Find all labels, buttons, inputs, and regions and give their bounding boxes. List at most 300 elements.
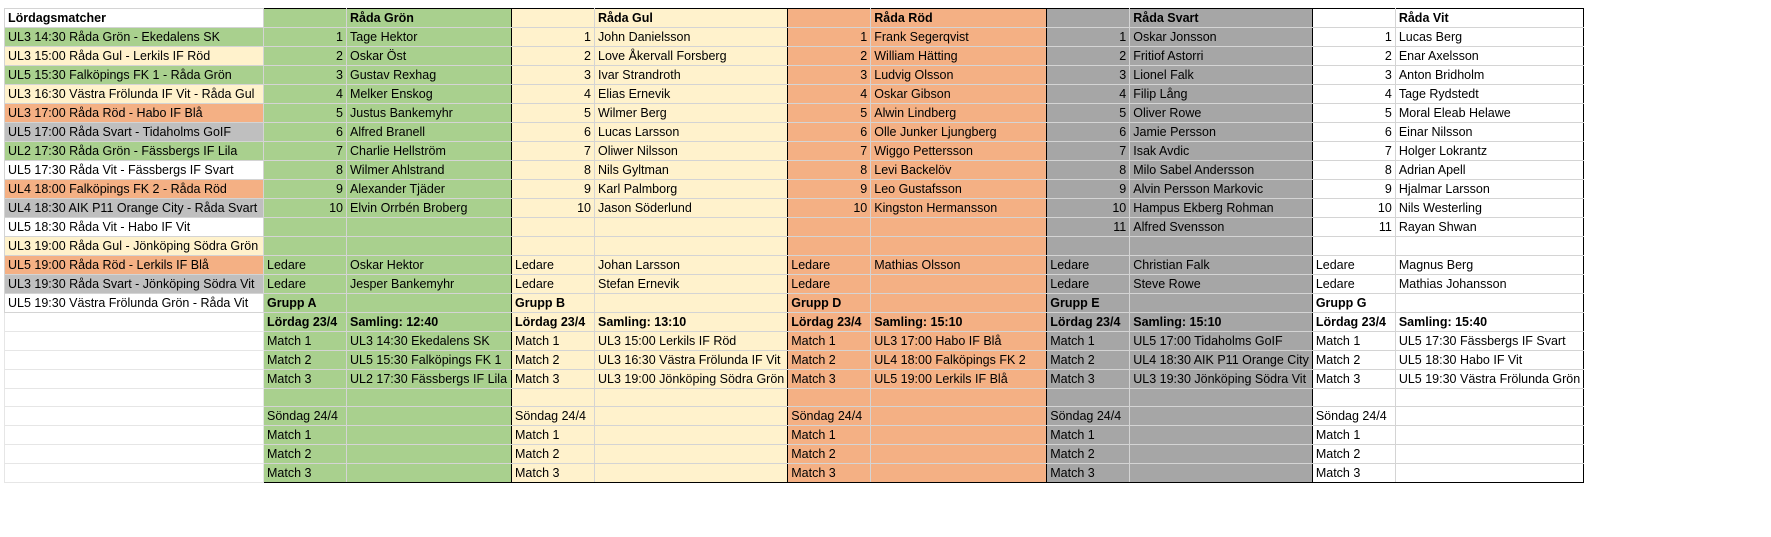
player-name[interactable]: Nils Gyltman xyxy=(595,161,788,180)
player-name[interactable]: Isak Avdic xyxy=(1130,142,1313,161)
empty-cell[interactable] xyxy=(264,389,347,407)
match-label[interactable]: Match 3 xyxy=(1312,370,1395,389)
player-name[interactable]: Jamie Persson xyxy=(1130,123,1313,142)
player-number[interactable]: 1 xyxy=(788,28,871,47)
match-label[interactable]: Match 2 xyxy=(512,445,595,464)
empty-cell[interactable] xyxy=(788,237,871,256)
empty-cell[interactable] xyxy=(1130,389,1313,407)
team-name[interactable]: Råda Röd xyxy=(871,9,1047,28)
empty-cell[interactable] xyxy=(871,464,1047,483)
player-number[interactable]: 8 xyxy=(512,161,595,180)
player-name[interactable]: Alfred Branell xyxy=(347,123,512,142)
spreadsheet-grid xyxy=(4,8,1584,483)
player-name[interactable]: Wilmer Ahlstrand xyxy=(347,161,512,180)
empty-cell[interactable] xyxy=(264,237,347,256)
match-label[interactable]: Match 2 xyxy=(1312,445,1395,464)
empty-cell[interactable] xyxy=(871,426,1047,445)
match-label[interactable]: Match 1 xyxy=(512,426,595,445)
saturday-match[interactable]: UL3 14:30 Råda Grön - Ekedalens SK xyxy=(5,28,264,47)
empty-cell[interactable] xyxy=(1047,9,1130,28)
empty-cell[interactable] xyxy=(871,445,1047,464)
empty-cell[interactable] xyxy=(788,218,871,237)
match-label[interactable]: Match 2 xyxy=(788,351,871,370)
empty-cell[interactable] xyxy=(788,9,871,28)
leader-name[interactable]: Magnus Berg xyxy=(1395,256,1583,275)
sheet-row xyxy=(5,332,1584,351)
leader-label[interactable]: Ledare xyxy=(264,275,347,294)
leader-name[interactable]: Johan Larsson xyxy=(595,256,788,275)
team-name[interactable]: Råda Grön xyxy=(347,9,512,28)
leader-name[interactable]: Steve Rowe xyxy=(1130,275,1313,294)
empty-cell[interactable] xyxy=(871,237,1047,256)
empty-cell[interactable] xyxy=(595,445,788,464)
saturday-date[interactable]: Lördag 23/4 xyxy=(264,313,347,332)
player-name[interactable]: Hjalmar Larsson xyxy=(1395,180,1583,199)
sheet-row xyxy=(5,66,1584,85)
empty-cell[interactable] xyxy=(1395,445,1583,464)
empty-cell[interactable] xyxy=(512,9,595,28)
empty-cell[interactable] xyxy=(1130,426,1313,445)
sheet-row xyxy=(5,445,1584,464)
player-name[interactable]: Oskar Gibson xyxy=(871,85,1047,104)
match-label[interactable]: Match 2 xyxy=(1312,351,1395,370)
player-name[interactable]: Holger Lokrantz xyxy=(1395,142,1583,161)
saturday-match[interactable]: UL2 17:30 Råda Grön - Fässbergs IF Lila xyxy=(5,142,264,161)
group-label[interactable]: Grupp G xyxy=(1312,294,1395,313)
empty-cell[interactable] xyxy=(5,313,264,332)
player-number[interactable]: 11 xyxy=(1312,218,1395,237)
match-detail[interactable]: UL4 18:30 AIK P11 Orange City xyxy=(1130,351,1313,370)
sheet-row xyxy=(5,85,1584,104)
leader-name[interactable]: Oskar Hektor xyxy=(347,256,512,275)
player-number[interactable]: 7 xyxy=(788,142,871,161)
match-label[interactable]: Match 3 xyxy=(1047,464,1130,483)
match-detail[interactable]: UL5 15:30 Falköpings FK 1 xyxy=(347,351,512,370)
empty-cell[interactable] xyxy=(1130,464,1313,483)
saturday-date[interactable]: Lördag 23/4 xyxy=(788,313,871,332)
player-number[interactable]: 7 xyxy=(1312,142,1395,161)
empty-cell[interactable] xyxy=(1395,237,1583,256)
empty-cell[interactable] xyxy=(595,464,788,483)
empty-cell[interactable] xyxy=(347,464,512,483)
match-detail[interactable]: UL5 17:30 Fässbergs IF Svart xyxy=(1395,332,1583,351)
sheet-row xyxy=(5,294,1584,313)
leader-name[interactable]: Mathias Johansson xyxy=(1395,275,1583,294)
samling-time[interactable]: Samling: 12:40 xyxy=(347,313,512,332)
empty-cell[interactable] xyxy=(1130,237,1313,256)
player-name[interactable]: John Danielsson xyxy=(595,28,788,47)
group-label[interactable]: Grupp E xyxy=(1047,294,1130,313)
player-number[interactable]: 9 xyxy=(512,180,595,199)
match-label[interactable]: Match 2 xyxy=(1047,351,1130,370)
sheet-row xyxy=(5,313,1584,332)
match-detail[interactable]: UL3 16:30 Västra Frölunda IF Vit xyxy=(595,351,788,370)
player-number[interactable]: 3 xyxy=(1047,66,1130,85)
empty-cell[interactable] xyxy=(347,407,512,426)
empty-cell[interactable] xyxy=(788,389,871,407)
leader-label[interactable]: Ledare xyxy=(1312,275,1395,294)
player-name[interactable]: Oliver Rowe xyxy=(1130,104,1313,123)
empty-cell[interactable] xyxy=(347,237,512,256)
empty-cell[interactable] xyxy=(871,389,1047,407)
sheet-row xyxy=(5,389,1584,407)
match-label[interactable]: Match 1 xyxy=(264,426,347,445)
match-label[interactable]: Match 1 xyxy=(1047,426,1130,445)
empty-cell[interactable] xyxy=(5,464,264,483)
team-name[interactable]: Råda Gul xyxy=(595,9,788,28)
player-name[interactable]: Elvin Orrbén Broberg xyxy=(347,199,512,218)
empty-cell[interactable] xyxy=(595,407,788,426)
empty-cell[interactable] xyxy=(347,294,512,313)
player-number[interactable]: 5 xyxy=(788,104,871,123)
empty-cell[interactable] xyxy=(1395,464,1583,483)
player-name[interactable]: Alwin Lindberg xyxy=(871,104,1047,123)
player-number[interactable]: 5 xyxy=(512,104,595,123)
player-number[interactable]: 8 xyxy=(264,161,347,180)
empty-cell[interactable] xyxy=(347,426,512,445)
sheet-row xyxy=(5,407,1584,426)
player-number[interactable]: 9 xyxy=(1312,180,1395,199)
group-label[interactable]: Grupp B xyxy=(512,294,595,313)
player-name[interactable]: Oskar Öst xyxy=(347,47,512,66)
player-name[interactable]: Rayan Shwan xyxy=(1395,218,1583,237)
match-label[interactable]: Match 3 xyxy=(512,464,595,483)
saturday-match[interactable]: UL5 17:00 Råda Svart - Tidaholms GoIF xyxy=(5,123,264,142)
sheet-row xyxy=(5,28,1584,47)
samling-time[interactable]: Samling: 15:10 xyxy=(1130,313,1313,332)
player-number[interactable]: 1 xyxy=(264,28,347,47)
match-label[interactable]: Match 2 xyxy=(264,445,347,464)
player-number[interactable]: 4 xyxy=(1047,85,1130,104)
empty-cell[interactable] xyxy=(512,218,595,237)
empty-cell[interactable] xyxy=(1130,294,1313,313)
leader-name[interactable]: Mathias Olsson xyxy=(871,256,1047,275)
player-name[interactable]: William Hätting xyxy=(871,47,1047,66)
empty-cell[interactable] xyxy=(871,294,1047,313)
match-label[interactable]: Match 3 xyxy=(264,370,347,389)
sheet-row xyxy=(5,199,1584,218)
empty-cell[interactable] xyxy=(5,351,264,370)
empty-cell[interactable] xyxy=(5,426,264,445)
empty-cell[interactable] xyxy=(595,218,788,237)
player-number[interactable]: 10 xyxy=(788,199,871,218)
match-label[interactable]: Match 1 xyxy=(264,332,347,351)
empty-cell[interactable] xyxy=(1395,389,1583,407)
saturday-match[interactable]: UL3 15:00 Råda Gul - Lerkils IF Röd xyxy=(5,47,264,66)
sheet-row xyxy=(5,142,1584,161)
player-number[interactable]: 1 xyxy=(512,28,595,47)
empty-cell[interactable] xyxy=(264,9,347,28)
sunday-date[interactable]: Söndag 24/4 xyxy=(788,407,871,426)
player-number[interactable]: 8 xyxy=(1312,161,1395,180)
player-name[interactable]: Adrian Apell xyxy=(1395,161,1583,180)
empty-cell[interactable] xyxy=(1312,9,1395,28)
player-number[interactable]: 9 xyxy=(1047,180,1130,199)
player-name[interactable]: Anton Bridholm xyxy=(1395,66,1583,85)
player-number[interactable]: 2 xyxy=(788,47,871,66)
leader-label[interactable]: Ledare xyxy=(788,275,871,294)
match-detail[interactable]: UL5 17:00 Tidaholms GoIF xyxy=(1130,332,1313,351)
leader-label[interactable]: Ledare xyxy=(264,256,347,275)
empty-cell[interactable] xyxy=(871,407,1047,426)
player-name[interactable]: Elias Ernevik xyxy=(595,85,788,104)
empty-cell[interactable] xyxy=(1395,294,1583,313)
player-number[interactable]: 10 xyxy=(1047,199,1130,218)
player-number[interactable]: 7 xyxy=(512,142,595,161)
player-number[interactable]: 3 xyxy=(264,66,347,85)
match-detail[interactable]: UL5 19:30 Västra Frölunda Grön xyxy=(1395,370,1583,389)
empty-cell[interactable] xyxy=(264,218,347,237)
player-name[interactable]: Leo Gustafsson xyxy=(871,180,1047,199)
sheet-row xyxy=(5,256,1584,275)
match-label[interactable]: Match 3 xyxy=(1047,370,1130,389)
samling-time[interactable]: Samling: 15:10 xyxy=(871,313,1047,332)
player-number[interactable]: 3 xyxy=(512,66,595,85)
player-name[interactable]: Tage Hektor xyxy=(347,28,512,47)
empty-cell[interactable] xyxy=(595,426,788,445)
match-label[interactable]: Match 1 xyxy=(1047,332,1130,351)
samling-time[interactable]: Samling: 15:40 xyxy=(1395,313,1583,332)
player-number[interactable]: 2 xyxy=(1312,47,1395,66)
group-label[interactable]: Grupp D xyxy=(788,294,871,313)
player-number[interactable]: 6 xyxy=(264,123,347,142)
match-label[interactable]: Match 2 xyxy=(1047,445,1130,464)
saturday-date[interactable]: Lördag 23/4 xyxy=(1047,313,1130,332)
team-name[interactable]: Råda Vit xyxy=(1395,9,1583,28)
saturday-match[interactable]: UL3 19:00 Råda Gul - Jönköping Södra Grön xyxy=(5,237,264,256)
player-number[interactable]: 3 xyxy=(1312,66,1395,85)
saturday-match[interactable]: UL5 15:30 Falköpings FK 1 - Råda Grön xyxy=(5,66,264,85)
player-name[interactable]: Nils Westerling xyxy=(1395,199,1583,218)
saturday-date[interactable]: Lördag 23/4 xyxy=(1312,313,1395,332)
player-name[interactable]: Justus Bankemyhr xyxy=(347,104,512,123)
player-number[interactable]: 10 xyxy=(512,199,595,218)
player-name[interactable]: Alexander Tjäder xyxy=(347,180,512,199)
player-number[interactable]: 7 xyxy=(264,142,347,161)
empty-cell[interactable] xyxy=(1047,237,1130,256)
player-name[interactable]: Hampus Ekberg Rohman xyxy=(1130,199,1313,218)
match-detail[interactable]: UL5 19:00 Lerkils IF Blå xyxy=(871,370,1047,389)
player-number[interactable]: 1 xyxy=(1047,28,1130,47)
player-name[interactable]: Oskar Jonsson xyxy=(1130,28,1313,47)
player-number[interactable]: 7 xyxy=(1047,142,1130,161)
empty-cell[interactable] xyxy=(5,332,264,351)
player-name[interactable]: Tage Rydstedt xyxy=(1395,85,1583,104)
player-number[interactable]: 6 xyxy=(1312,123,1395,142)
sheet-row xyxy=(5,161,1584,180)
player-number[interactable]: 10 xyxy=(264,199,347,218)
player-number[interactable]: 5 xyxy=(264,104,347,123)
leader-name[interactable] xyxy=(871,275,1047,294)
saturday-match[interactable]: UL4 18:00 Falköpings FK 2 - Råda Röd xyxy=(5,180,264,199)
empty-cell[interactable] xyxy=(1130,407,1313,426)
match-detail[interactable]: UL3 19:00 Jönköping Södra Grön xyxy=(595,370,788,389)
player-name[interactable]: Levi Backelöv xyxy=(871,161,1047,180)
sunday-date[interactable]: Söndag 24/4 xyxy=(1312,407,1395,426)
leader-label[interactable]: Ledare xyxy=(1047,256,1130,275)
leader-name[interactable]: Stefan Ernevik xyxy=(595,275,788,294)
match-detail[interactable]: UL2 17:30 Fässbergs IF Lila xyxy=(347,370,512,389)
empty-cell[interactable] xyxy=(871,218,1047,237)
group-label[interactable]: Grupp A xyxy=(264,294,347,313)
saturday-match[interactable]: UL4 18:30 AIK P11 Orange City - Råda Svart xyxy=(5,199,264,218)
player-name[interactable]: Charlie Hellström xyxy=(347,142,512,161)
empty-cell[interactable] xyxy=(1395,407,1583,426)
match-label[interactable]: Match 3 xyxy=(512,370,595,389)
player-number[interactable]: 4 xyxy=(264,85,347,104)
player-name[interactable]: Enar Axelsson xyxy=(1395,47,1583,66)
empty-cell[interactable] xyxy=(1312,237,1395,256)
match-label[interactable]: Match 3 xyxy=(1312,464,1395,483)
saturday-match[interactable]: UL5 19:30 Västra Frölunda Grön - Råda Vit xyxy=(5,294,264,313)
player-name[interactable]: Wilmer Berg xyxy=(595,104,788,123)
player-name[interactable]: Moral Eleab Helawe xyxy=(1395,104,1583,123)
player-name[interactable]: Lucas Larsson xyxy=(595,123,788,142)
player-number[interactable]: 6 xyxy=(1047,123,1130,142)
samling-time[interactable]: Samling: 13:10 xyxy=(595,313,788,332)
sunday-date[interactable]: Söndag 24/4 xyxy=(264,407,347,426)
empty-cell[interactable] xyxy=(595,389,788,407)
player-number[interactable]: 11 xyxy=(1047,218,1130,237)
match-detail[interactable]: UL3 15:00 Lerkils IF Röd xyxy=(595,332,788,351)
player-number[interactable]: 6 xyxy=(512,123,595,142)
player-name[interactable]: Gustav Rexhag xyxy=(347,66,512,85)
lordagsmatcher-header[interactable]: Lördagsmatcher xyxy=(5,9,264,28)
player-name[interactable]: Kingston Hermansson xyxy=(871,199,1047,218)
leader-label[interactable]: Ledare xyxy=(788,256,871,275)
player-name[interactable]: Milo Sabel Andersson xyxy=(1130,161,1313,180)
team-name[interactable]: Råda Svart xyxy=(1130,9,1313,28)
match-label[interactable]: Match 2 xyxy=(512,351,595,370)
sheet-row xyxy=(5,218,1584,237)
player-name[interactable]: Love Åkervall Forsberg xyxy=(595,47,788,66)
match-label[interactable]: Match 3 xyxy=(788,464,871,483)
player-number[interactable]: 2 xyxy=(264,47,347,66)
match-label[interactable]: Match 1 xyxy=(788,426,871,445)
player-number[interactable]: 2 xyxy=(512,47,595,66)
player-number[interactable]: 4 xyxy=(1312,85,1395,104)
player-number[interactable]: 1 xyxy=(1312,28,1395,47)
sheet-row xyxy=(5,104,1584,123)
empty-cell[interactable] xyxy=(512,237,595,256)
empty-cell[interactable] xyxy=(5,370,264,389)
player-name[interactable]: Alfred Svensson xyxy=(1130,218,1313,237)
sheet-row xyxy=(5,123,1584,142)
player-number[interactable]: 5 xyxy=(1312,104,1395,123)
match-label[interactable]: Match 1 xyxy=(512,332,595,351)
player-number[interactable]: 8 xyxy=(1047,161,1130,180)
saturday-date[interactable]: Lördag 23/4 xyxy=(512,313,595,332)
empty-cell[interactable] xyxy=(5,445,264,464)
player-name[interactable]: Ludvig Olsson xyxy=(871,66,1047,85)
player-number[interactable]: 5 xyxy=(1047,104,1130,123)
player-name[interactable]: Einar Nilsson xyxy=(1395,123,1583,142)
player-number[interactable]: 9 xyxy=(264,180,347,199)
player-name[interactable]: Olle Junker Ljungberg xyxy=(871,123,1047,142)
leader-name[interactable]: Jesper Bankemyhr xyxy=(347,275,512,294)
player-number[interactable]: 9 xyxy=(788,180,871,199)
player-name[interactable]: Jason Söderlund xyxy=(595,199,788,218)
match-detail[interactable]: UL4 18:00 Falköpings FK 2 xyxy=(871,351,1047,370)
empty-cell[interactable] xyxy=(5,407,264,426)
sheet-row xyxy=(5,237,1584,256)
match-label[interactable]: Match 1 xyxy=(788,332,871,351)
match-label[interactable]: Match 1 xyxy=(1312,426,1395,445)
leader-label[interactable]: Ledare xyxy=(1312,256,1395,275)
match-label[interactable]: Match 3 xyxy=(788,370,871,389)
player-name[interactable]: Frank Segerqvist xyxy=(871,28,1047,47)
player-name[interactable]: Alvin Persson Markovic xyxy=(1130,180,1313,199)
player-name[interactable]: Karl Palmborg xyxy=(595,180,788,199)
leader-label[interactable]: Ledare xyxy=(1047,275,1130,294)
sheet-row xyxy=(5,351,1584,370)
player-number[interactable]: 4 xyxy=(512,85,595,104)
leader-label[interactable]: Ledare xyxy=(512,275,595,294)
empty-cell[interactable] xyxy=(1047,389,1130,407)
empty-cell[interactable] xyxy=(595,294,788,313)
match-label[interactable]: Match 3 xyxy=(264,464,347,483)
sheet-row xyxy=(5,180,1584,199)
player-name[interactable]: Filip Lång xyxy=(1130,85,1313,104)
match-detail[interactable]: UL3 17:00 Habo IF Blå xyxy=(871,332,1047,351)
player-number[interactable]: 2 xyxy=(1047,47,1130,66)
empty-cell[interactable] xyxy=(5,389,264,407)
empty-cell[interactable] xyxy=(1395,426,1583,445)
player-number[interactable]: 6 xyxy=(788,123,871,142)
saturday-match[interactable]: UL5 18:30 Råda Vit - Habo IF Vit xyxy=(5,218,264,237)
saturday-match[interactable]: UL3 19:30 Råda Svart - Jönköping Södra Vit xyxy=(5,275,264,294)
match-detail[interactable]: UL3 14:30 Ekedalens SK xyxy=(347,332,512,351)
empty-cell[interactable] xyxy=(512,389,595,407)
match-label[interactable]: Match 2 xyxy=(788,445,871,464)
sheet-row xyxy=(5,9,1584,28)
player-name[interactable]: Melker Enskog xyxy=(347,85,512,104)
player-number[interactable]: 4 xyxy=(788,85,871,104)
player-name[interactable]: Lucas Berg xyxy=(1395,28,1583,47)
leader-name[interactable]: Christian Falk xyxy=(1130,256,1313,275)
player-number[interactable]: 10 xyxy=(1312,199,1395,218)
sunday-date[interactable]: Söndag 24/4 xyxy=(1047,407,1130,426)
saturday-match[interactable]: UL5 19:00 Råda Röd - Lerkils IF Blå xyxy=(5,256,264,275)
empty-cell[interactable] xyxy=(595,237,788,256)
player-name[interactable]: Wiggo Pettersson xyxy=(871,142,1047,161)
sheet-row xyxy=(5,47,1584,66)
empty-cell[interactable] xyxy=(347,389,512,407)
empty-cell[interactable] xyxy=(1312,389,1395,407)
player-name[interactable]: Lionel Falk xyxy=(1130,66,1313,85)
sheet-row xyxy=(5,370,1584,389)
match-label[interactable]: Match 2 xyxy=(264,351,347,370)
empty-cell[interactable] xyxy=(347,445,512,464)
player-name[interactable]: Oliwer Nilsson xyxy=(595,142,788,161)
sheet-row xyxy=(5,275,1584,294)
empty-cell[interactable] xyxy=(347,218,512,237)
saturday-match[interactable]: UL3 17:00 Råda Röd - Habo IF Blå xyxy=(5,104,264,123)
match-detail[interactable]: UL3 19:30 Jönköping Södra Vit xyxy=(1130,370,1313,389)
player-number[interactable]: 8 xyxy=(788,161,871,180)
player-name[interactable]: Fritiof Astorri xyxy=(1130,47,1313,66)
player-name[interactable]: Ivar Strandroth xyxy=(595,66,788,85)
player-number[interactable]: 3 xyxy=(788,66,871,85)
empty-cell[interactable] xyxy=(1130,445,1313,464)
leader-label[interactable]: Ledare xyxy=(512,256,595,275)
sheet-row xyxy=(5,464,1584,483)
match-detail[interactable]: UL5 18:30 Habo IF Vit xyxy=(1395,351,1583,370)
match-label[interactable]: Match 1 xyxy=(1312,332,1395,351)
saturday-match[interactable]: UL3 16:30 Västra Frölunda IF Vit - Råda Gul xyxy=(5,85,264,104)
sunday-date[interactable]: Söndag 24/4 xyxy=(512,407,595,426)
saturday-match[interactable]: UL5 17:30 Råda Vit - Fässbergs IF Svart xyxy=(5,161,264,180)
